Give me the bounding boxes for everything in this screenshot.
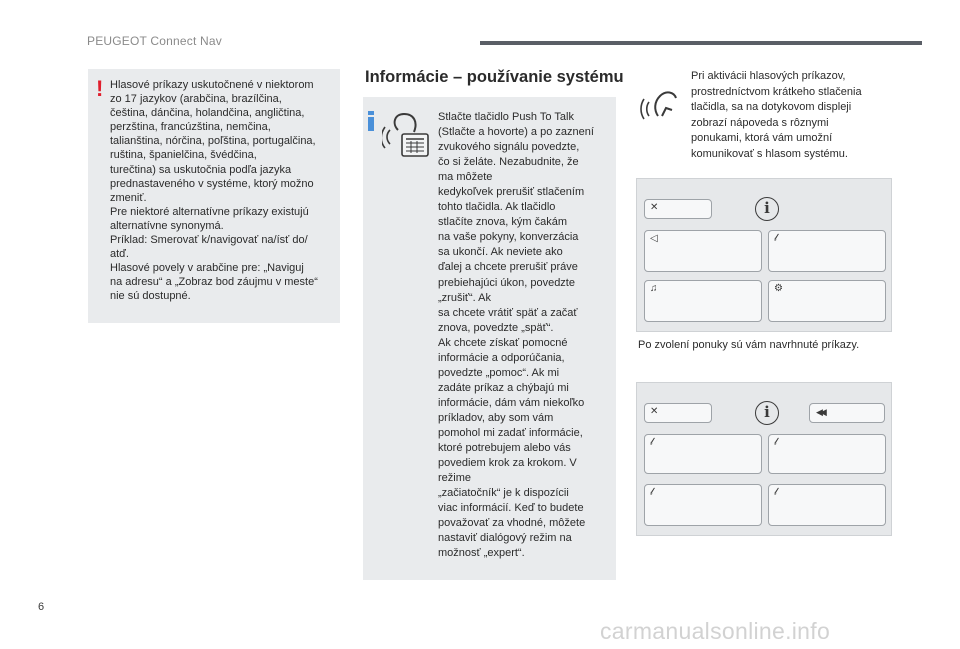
command-button[interactable] (644, 434, 762, 474)
close-icon: ✕ (650, 406, 659, 417)
music-button[interactable] (644, 280, 762, 322)
item-icon: 𝓁 (650, 487, 654, 498)
command-button[interactable] (644, 484, 762, 526)
warning-icon: ! (96, 76, 104, 101)
item-icon: 𝓁 (650, 437, 654, 448)
close-icon: ✕ (650, 202, 659, 213)
phone-icon: 𝓁 (774, 233, 778, 244)
warning-text: Hlasové príkazy uskutočnené v niektorom zo 17 jazykov (arabčina, brazílčina, čeština, dánčina, holandčina, angličtina, perzština, francúzština, nemčina, talianština, nórčina, poľština, portugalčina, ruština, španielčina, švédčina, turečtina) sa uskutočnia podľa jazyka prednastaveného v systéme, ktorý možno zmeniť. Pre niektoré alternatívne príkazy existujú alternatívne synonymá. Príklad: Smerovať k/navigovať na/ísť do/ atď. Hlasové povely v arabčine pre: „Naviguj na adresu“ a „Zobraz bod záujmu v meste“ nie sú dostupné. (110, 79, 318, 303)
phone-button[interactable] (768, 230, 886, 272)
command-screen (636, 382, 892, 536)
header-bar (480, 41, 922, 45)
info-icon (367, 111, 375, 131)
voice-text: Pri aktivácii hlasových príkazov, prostredníctvom krátkeho stlačenia tlačidla, sa na dotykovom displeji zobrazí nápoveda s rôznymi ponukami, ktorá vám umožní komunikovať s hlasom systému. (691, 70, 862, 160)
back-button[interactable] (809, 403, 885, 423)
push-to-talk-icon (382, 110, 432, 158)
info-text: Stlačte tlačidlo Push To Talk (Stlačte a hovorte) a po zaznení zvukového signálu povedzte, čo si želáte. Nezabudnite, že ma môžete kedykoľvek prerušiť stlačením tohto tlačidla. Ak tlačidlo stlačíte znova, kým čakám na vaše pokyny, konverzácia sa ukončí. Ak neviete ako ďalej a chcete prerušiť práve prebiehajúci úkon, povedzte „zrušiť“. Ak sa chcete vrátiť späť a začať znova, povedzte „späť“. Ak chcete získať pomocné informácie a odporúčania, povedzte „pomoc“. Ak mi zadáte príkaz a chýbajú mi informácie, dám vám niekoľko príkladov, aby som vám pomohol mi zadať informácie, ktoré potrebujem alebo vás povediem krok za krokom. V režime „začiatočník“ je k dispozícii viac informácií. Keď to budete považovať za vhodné, môžete nastaviť dialógový režim na možnosť „expert“. (438, 111, 594, 560)
close-button[interactable] (644, 403, 712, 423)
voice-menu-screen (636, 178, 892, 332)
item-icon: 𝓁 (774, 487, 778, 498)
settings-icon: ⚙ (774, 283, 783, 294)
command-button[interactable] (768, 484, 886, 526)
close-button[interactable] (644, 199, 712, 219)
voice-command-icon (640, 80, 684, 124)
info-circle-icon[interactable]: i (755, 401, 779, 425)
info-circle-icon[interactable]: i (755, 197, 779, 221)
music-icon: ♫ (650, 283, 658, 294)
watermark: carmanualsonline.info (600, 618, 831, 644)
caption: Po zvolení ponuky sú vám navrhnuté príkazy. (638, 339, 860, 351)
command-button[interactable] (768, 434, 886, 474)
back-icon: ◀◀ (816, 407, 824, 417)
navigation-icon: ◁ (650, 233, 658, 244)
section-heading: Informácie – používanie systému (365, 68, 624, 86)
header-title: PEUGEOT Connect Nav (87, 34, 222, 48)
settings-button[interactable] (768, 280, 886, 322)
item-icon: 𝓁 (774, 437, 778, 448)
page-number: 6 (38, 601, 45, 613)
navigation-button[interactable] (644, 230, 762, 272)
